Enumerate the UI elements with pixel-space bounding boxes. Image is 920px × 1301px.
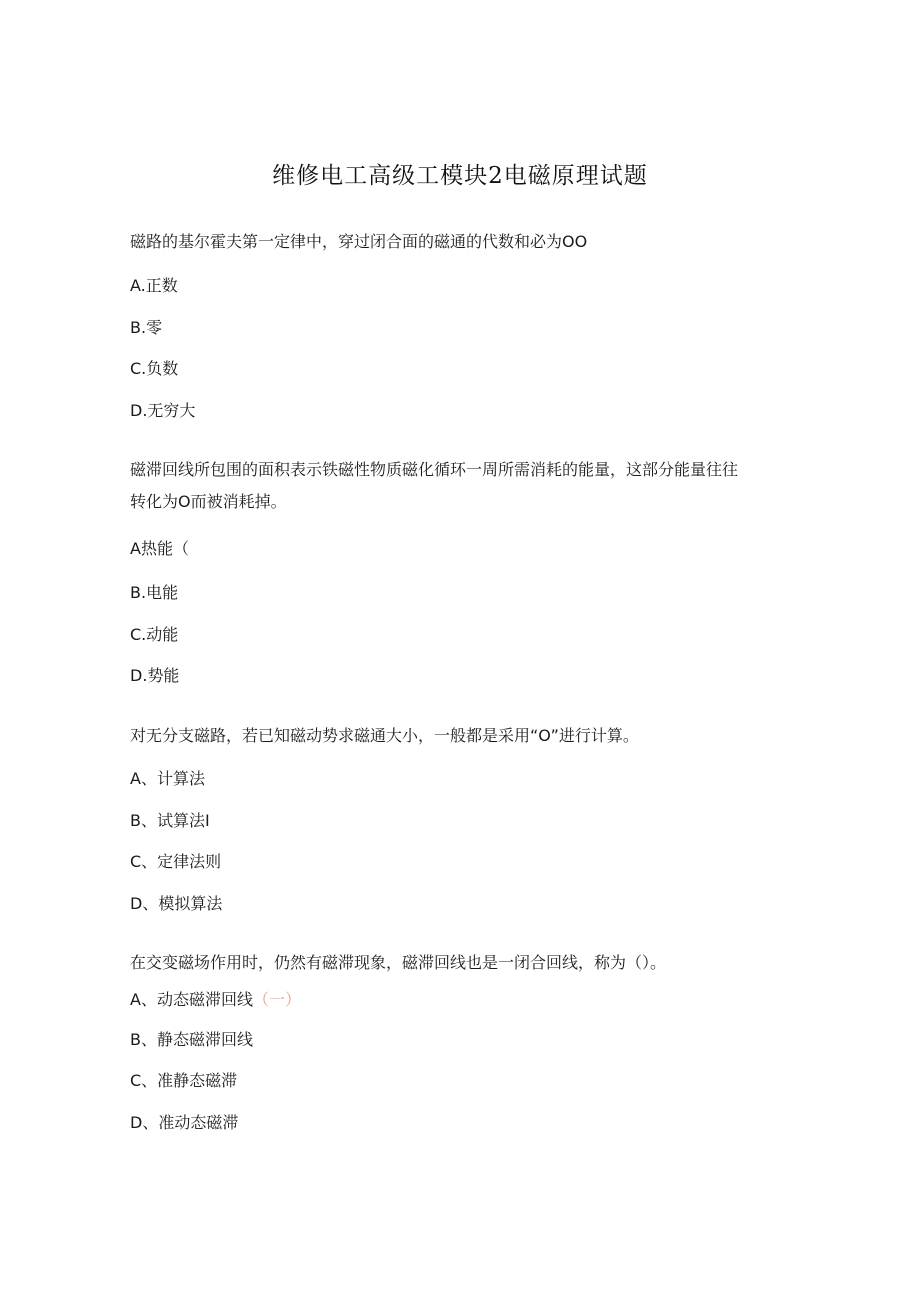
question-3-option-c: C、定律法则 [130, 852, 222, 871]
question-4-option-a-row [130, 989, 301, 1011]
question-2-option-d: D.势能 [130, 666, 180, 685]
question-2-stem-line-1: 磁滞回线所包围的面积表示铁磁性物质磁化循环一周所需消耗的能量，这部分能量往往 [130, 460, 739, 479]
question-3-stem: 对无分支磁路，若已知磁动势求磁通大小，一般都是采用“O”进行计算。 [130, 726, 639, 745]
question-2-option-c: C.动能 [130, 625, 179, 644]
question-4-option-b: B、静态磁滞回线 [130, 1030, 253, 1049]
question-1-option-d: D.无穷大 [130, 401, 196, 420]
question-2-stem-line-2: 转化为O而被消耗掉。 [130, 492, 287, 511]
question-2-option-b: B.电能 [130, 583, 179, 602]
question-4-option-c: C、准静态磁滞 [130, 1071, 238, 1090]
question-2-option-a: A热能（ [130, 539, 189, 558]
question-4-option-a: A、动态磁滞回线 [130, 990, 253, 1009]
question-1-stem: 磁路的基尔霍夫第一定律中，穿过闭合面的磁通的代数和必为OO [130, 232, 588, 251]
question-3-option-b: B、试算法I [130, 811, 210, 830]
question-1-option-b: B.零 [130, 318, 163, 337]
question-1-option-a: A.正数 [130, 276, 178, 295]
document-title: 维修电工高级工模块2电磁原理试题 [272, 163, 648, 189]
question-4-option-a-note: （一） [252, 990, 301, 1009]
question-4-stem: 在交变磁场作用时，仍然有磁滞现象，磁滞回线也是一闭合回线，称为（）。 [130, 953, 667, 972]
question-1-option-c: C.负数 [130, 359, 179, 378]
question-4-option-d: D、准动态磁滞 [130, 1113, 239, 1132]
question-3-option-a: A、计算法 [130, 769, 205, 788]
question-3-option-d: D、模拟算法 [130, 894, 223, 913]
